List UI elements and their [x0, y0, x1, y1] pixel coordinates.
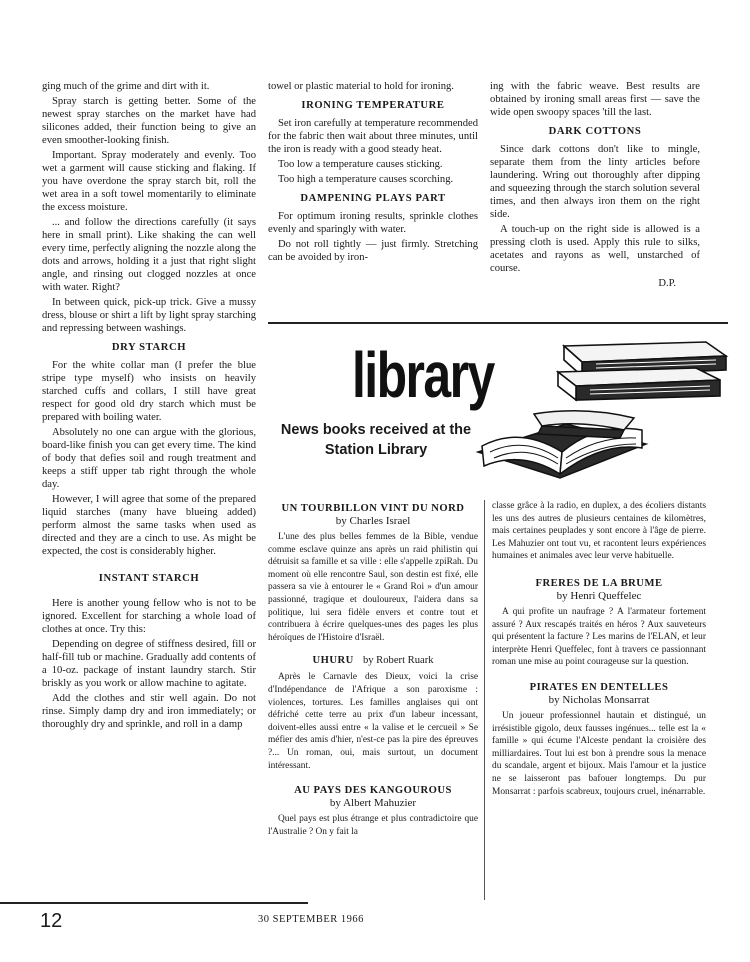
library-subtitle: News books received at the Station Library — [280, 422, 472, 458]
book-description: L'une des plus belles femmes de la Bible, vendue comme esclave quinze ans après un raid philistin qui détruisit sa famille et sa ville : elle s'appelle zpiRah. Du moment où elle rencontre Saul, son destin est fixé, elle passera sa vie à entourer le « Grand Roi » d'un amour passionné, tragique et douloureux, l'aidera dans sa politique, lui sera fidèle envers et contre tout et contribuera à écrire quelques-unes des pages les plus héroïques de l'Histoire d'Israël. — [268, 532, 478, 643]
paragraph: In between quick, pick-up trick. Give a mussy dress, blouse or shirt a lift by light spray starching and repressing between washings. — [42, 297, 256, 334]
stacked-books-illustration — [556, 340, 734, 402]
paragraph: Here is another young fellow who is not to be ignored. Excellent for starching a whole load of clothes at once. Try this: — [42, 598, 256, 635]
book-author: by Nicholas Monsarrat — [548, 693, 650, 706]
book-title: FRERES DE LA BRUME — [535, 577, 663, 589]
book-author-inline: by Robert Ruark — [362, 655, 434, 667]
paragraph: For the white collar man (I prefer the blue stripe type myself) who insists on heavily starched cuffs and collars, I still have great respect for good old dry starch which must be prepared with boiling water. — [42, 360, 256, 423]
paragraph: Absolutely no one can argue with the glorious, board-like finish you can get every time. The kind of body that defies soil and rough treatment and keeps a stiff upper tab right through the whole day. — [42, 427, 256, 490]
book-title: UN TOURBILLON VINT DU NORD — [281, 503, 465, 514]
paragraph: towel or plastic material to hold for ironing. — [268, 81, 454, 92]
book-title: AU PAYS DES KANGOUROUS — [294, 785, 452, 797]
paragraph: Add the clothes and stir well again. Do not rinse. Simply damp dry and iron immediately; or thoroughly dry and sprinkle, and roll in a damp — [42, 693, 256, 730]
book-title: PIRATES EN DENTELLES — [529, 681, 669, 693]
book-description: Un joueur professionnel hautain et distingué, un irrésistible gigolo, deux fausses ingénues... telle est la « famille » qui écume l'Alceste pendant la croisière des milliardaires. Tout lui est bon à prendre sous la menace du scandale, argent et bijoux. Mais l'amour et la justice ne se laisseront pas bafouer longtemps. Du pur Monsarrat : parfois scabreux, toujours cruel, inénarrable. — [492, 710, 706, 797]
paragraph: Too high a temperature causes scorching. — [278, 174, 454, 185]
paragraph: ... and follow the directions carefully (it says here in small print). Like shaking the can well every time, perfectly aligning the nozzle along the dots and arrows, holding it a just that right slight angle, and rinsing out clogged nozzles at once with water. Right? — [42, 217, 256, 293]
paragraph: However, I will agree that some of the prepared liquid starches (many have blueing added) perform almost the same tasks when used as directed and they are a cinch to use. As might be expected, the cost is considerably higher. — [42, 494, 256, 557]
section-heading: DAMPENING PLAYS PART — [300, 193, 446, 204]
library-entries-left — [268, 496, 478, 838]
book-title-text: UHURU — [312, 655, 354, 667]
issue-date: 30 SEPTEMBER 1966 — [258, 914, 364, 925]
library-title: library — [352, 339, 494, 411]
paragraph: ing with the fabric weave. Best results are obtained by ironing small areas first — save the wide open swoopy spaces 'till the last. — [490, 81, 700, 118]
book-description-continued: classe grâce à la radio, en duplex, a des écoliers distants les uns des autres de plusieurs centaines de kilomètres, mais certaines peuplades y sont encore à l'âge de pierre. Les Mahuzier ont tout vu, et racontent leurs expériences humaines et animales avec leur verve habituelle. — [492, 501, 706, 562]
paragraph: Spray starch is getting better. Some of the newest spray starches on the market have had silicones added, their function being to give an even smoother-looking finish. — [42, 96, 256, 146]
paragraph: Depending on degree of stiffness desired, fill or half-fill tub or machine. Gradually add contents of a 10-oz. package of instant laundry starch. Stir briskly as you work or allow machine to agitate. — [42, 639, 256, 689]
book-description: Après le Carnavle des Dieux, voici la crise d'Indépendance de l'Afrique a son paroxisme : violences, tortures. Les familles anglaises qui ont défriché cette terre au prix d'un labeur incessant, doivent-elles aussi entre « la valise et le cercueil » Se méfier des amis d'hier, n'est-ce pas la pire des épreuves ?... Un roman, oui, mais surtout, un document intéressant. — [268, 672, 478, 771]
book-author: by Charles Israel — [335, 515, 411, 527]
paragraph: ging much of the grime and dirt with it. — [42, 81, 210, 92]
author-signature: D.P. — [658, 278, 676, 289]
book-author: by Albert Mahuzier — [329, 797, 417, 810]
page-number: 12 — [40, 910, 63, 932]
paragraph: Important. Spray moderately and evenly. Too wet a garment will cause sticking and flaking. If you have overdone the spray starch bit, roll the wet area in a soft towel momentarily to eliminate the excess moisture. — [42, 150, 256, 213]
footer-rule — [0, 902, 308, 904]
book-title — [268, 654, 478, 667]
open-book-illustration — [474, 408, 650, 482]
section-heading: INSTANT STARCH — [98, 573, 200, 584]
section-heading: IRONING TEMPERATURE — [301, 100, 445, 111]
section-divider — [268, 322, 728, 324]
column-divider — [484, 500, 485, 900]
book-author: by Henri Queffelec — [556, 589, 642, 602]
library-entries-right — [492, 500, 706, 798]
paragraph: Do not roll tightly — just firmly. Stretching can be avoided by iron- — [268, 239, 478, 263]
paragraph: For optimum ironing results, sprinkle clothes evenly and sparingly with water. — [268, 211, 478, 235]
column-1 — [42, 80, 256, 733]
section-heading: DARK COTTONS — [548, 126, 642, 137]
paragraph: Since dark cottons don't like to mingle, separate them from the linty articles before laundering. Wring out thoroughly after dipping and squeezing through the starch solution several times, and then always iron them on the right side. — [490, 144, 700, 220]
paragraph: A touch-up on the right side is allowed is a pressing cloth is used. Apply this rule to silks, acetates and rayons as well, unstarched of course. — [490, 224, 700, 274]
column-2 — [268, 80, 478, 266]
section-heading: DRY STARCH — [111, 342, 187, 353]
book-description: Quel pays est plus étrange et plus contradictoire que l'Australie ? On y fait la — [268, 814, 478, 837]
paragraph: Too low a temperature causes sticking. — [278, 159, 443, 170]
column-3 — [490, 80, 700, 292]
book-description: A qui profite un naufrage ? A l'armateur fortement assuré ? Aux rescapés traités en héros ? Aux sauveteurs qui présentent la facture ? Les marins de l'ELAN, et leur interprète Henri Queffelec, font à travers ce passionnant roman une mise au point courageuse sur la question. — [492, 606, 706, 668]
paragraph: Set iron carefully at temperature recommended for the fabric then wait about three minutes, until the iron is ready with a good steady heat. — [268, 118, 478, 155]
